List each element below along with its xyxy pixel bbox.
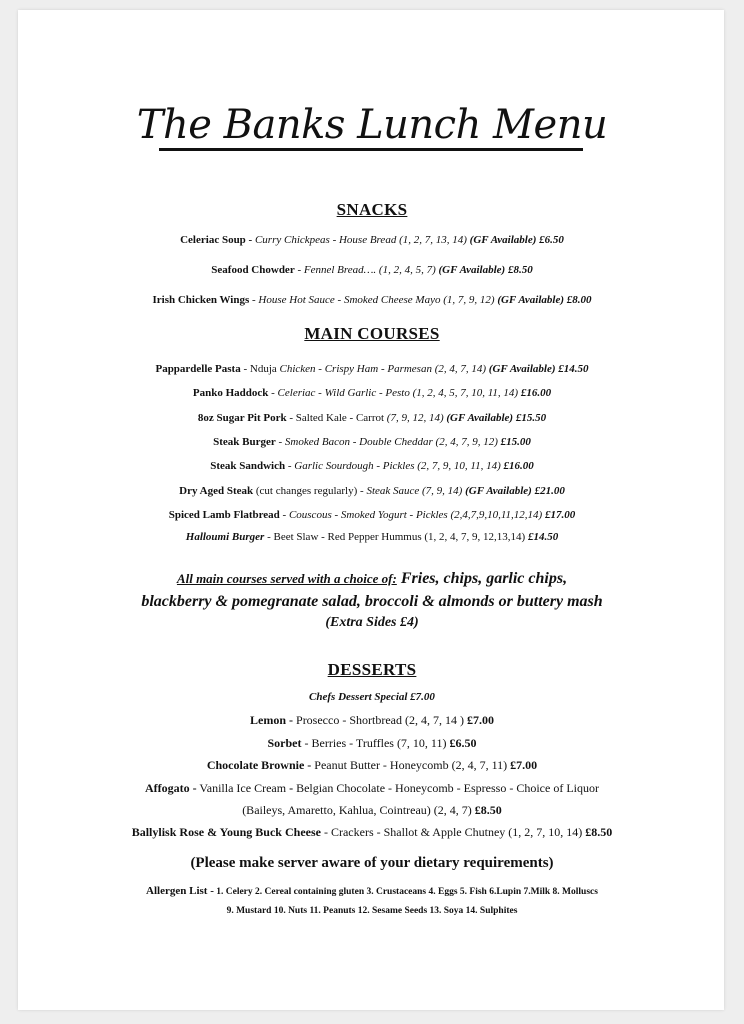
item-description: - House Hot Sauce - Smoked Cheese Mayo (1, 7, 9, 12) [249, 294, 495, 306]
allergen-list-line-1 [0, 885, 744, 897]
item-price: £16.00 [518, 387, 552, 399]
menu-item-celeriac-soup [0, 234, 744, 246]
item-plain-text: Prosecco - Shortbread (2, 4, 7, 14 ) [296, 713, 464, 727]
menu-item-irish-chicken-wings [0, 294, 744, 306]
item-plain-text: Peanut Butter - Honeycomb (2, 4, 7, 11) [311, 758, 508, 772]
item-name: Sorbet [267, 736, 302, 750]
gf-badge: (GF Available) [443, 412, 514, 424]
item-description: (7, 9, 12, 14) [384, 412, 444, 424]
item-separator: - [289, 781, 294, 795]
item-plain-text: - Crackers - Shallot & Apple Chutney (1, 2, 7, 10, 14) [320, 825, 583, 839]
item-name: Ballylisk Rose & Young Buck Cheese [131, 825, 321, 839]
main-courses-heading: MAIN COURSES [304, 324, 440, 343]
item-plain-text: - Salted Kale - Carrot [286, 412, 385, 424]
dietary-notice: (Please make server aware of your dietary requirements) [190, 855, 554, 871]
sides-options-1: Fries, chips, garlic chips, [396, 570, 568, 587]
menu-item-sorbet [0, 736, 744, 751]
menu-item-cheese-board [0, 825, 744, 840]
item-name: Celeriac Soup - [180, 234, 253, 246]
item-name: Steak Sandwich [210, 460, 286, 472]
item-price: £8.50 [471, 803, 502, 817]
menu-title: The Banks Lunch Menu [136, 102, 608, 148]
item-name: Steak Burger [213, 436, 276, 448]
menu-item-pappardelle-pasta [0, 363, 744, 375]
desserts-heading: DESSERTS [327, 660, 417, 679]
item-name: Irish Chicken Wings [152, 294, 250, 306]
item-price: £7.00 [463, 713, 494, 727]
item-allergens: (1, 2, 7, 13, 14) [399, 234, 467, 246]
item-name: Dry Aged Steak [179, 485, 254, 497]
item-name: Panko Haddock [192, 387, 269, 399]
menu-item-chocolate-brownie [0, 758, 744, 773]
gf-badge: (GF Available) [486, 363, 556, 375]
item-name: Chocolate Brownie - [206, 758, 312, 772]
item-description: - Garlic Sourdough - Pickles (2, 7, 9, 10, 11, 14) [285, 460, 501, 472]
menu-item-halloumi-burger [0, 531, 744, 543]
allergen-label: Allergen List - [146, 885, 214, 897]
item-plain-text: (Baileys, Amaretto, Kahlua, Cointreau) (2, 4, 7) [242, 803, 472, 817]
item-name: 8oz Sugar Pit Pork [197, 412, 287, 424]
menu-item-spiced-lamb-flatbread [0, 509, 744, 521]
item-price: £16.00 [500, 460, 534, 472]
item-description: Steak Sauce (7, 9, 14) [366, 485, 463, 497]
title-underline [159, 148, 583, 151]
item-name: Halloumi Burger [185, 531, 265, 543]
item-name: Pappardelle Pasta [155, 363, 241, 375]
snacks-heading: SNACKS [336, 200, 408, 219]
item-price: £14.50 [555, 363, 589, 375]
item-price: £6.50 [536, 234, 564, 246]
item-name: Spiced Lamb Flatbread [168, 509, 280, 521]
item-price: £15.00 [497, 436, 531, 448]
item-plain-text: - Berries - Truffles (7, 10, 11) [301, 736, 447, 750]
chefs-dessert-special [0, 691, 744, 703]
gf-badge: (GF Available) [466, 234, 537, 246]
extra-sides-price: (Extra Sides £4) [325, 615, 419, 630]
item-price: £8.00 [564, 294, 592, 306]
item-price: £8.50 [505, 264, 533, 276]
menu-item-sugar-pit-pork [0, 412, 744, 424]
menu-item-lemon [0, 713, 744, 728]
sides-line-2: blackberry & pomegranate salad, broccoli & almonds or buttery mash [141, 593, 603, 610]
item-price: £8.50 [582, 825, 613, 839]
item-description: Curry Chickpeas - House Bread [252, 234, 400, 246]
item-price: £6.50 [446, 736, 477, 750]
menu-item-seafood-chowder [0, 264, 744, 276]
menu-item-dry-aged-steak [0, 485, 744, 497]
item-price: £7.00 [507, 758, 538, 772]
sides-line-1 [0, 570, 744, 588]
item-plain-text: Vanilla Ice Cream [196, 781, 290, 795]
item-price: £17.00 [542, 509, 576, 521]
sides-intro: All main courses served with a choice of: [176, 571, 397, 586]
item-name: Affogato - [144, 781, 197, 795]
item-plain-text-2: Belgian Chocolate - Honeycomb - Espresso - Choice of Liquor [293, 781, 599, 795]
item-name: Seafood Chowder [211, 264, 295, 276]
menu-item-steak-burger [0, 436, 744, 448]
item-price: £15.50 [513, 412, 547, 424]
item-description: - Couscous - Smoked Yogurt - Pickles (2,4,7,9,10,11,12,14) [279, 509, 543, 521]
allergen-items-1: 1. Celery 2. Cereal containing gluten 3. Crustaceans 4. Eggs 5. Fish 6.Lupin 7.Milk 8. Molluscs [213, 887, 598, 897]
item-plain-text: - Nduja [240, 363, 280, 375]
item-price: £14.50 [525, 531, 559, 543]
gf-badge: (GF Available) [494, 294, 565, 306]
menu-item-panko-haddock [0, 387, 744, 399]
item-name: Lemon - [250, 713, 297, 727]
item-price: £21.00 [531, 485, 565, 497]
special-text: Chefs Dessert Special £7.00 [309, 691, 435, 703]
item-description: Chicken - Crispy Ham - Parmesan (2, 4, 7, 14) [279, 363, 487, 375]
item-description: - Fennel Bread…. (1, 2, 4, 5, 7) [294, 264, 436, 276]
item-description: - Celeriac - Wild Garlic - Pesto (1, 2, 4, 5, 7, 10, 11, 14) [268, 387, 519, 399]
item-plain-text: - Beet Slaw - Red Pepper Hummus (1, 2, 4, 7, 9, 12,13,14) [264, 531, 526, 543]
menu-item-affogato [0, 781, 744, 796]
menu-item-affogato-liquors [0, 803, 744, 818]
menu-item-steak-sandwich [0, 460, 744, 472]
allergen-list-line-2: 9. Mustard 10. Nuts 11. Peanuts 12. Sesame Seeds 13. Soya 14. Sulphites [226, 906, 518, 916]
item-description: - Smoked Bacon - Double Cheddar (2, 4, 7, 9, 12) [275, 436, 498, 448]
gf-badge: (GF Available) [462, 485, 532, 497]
gf-badge: (GF Available) [435, 264, 506, 276]
item-plain-text: (cut changes regularly) - [253, 485, 367, 497]
